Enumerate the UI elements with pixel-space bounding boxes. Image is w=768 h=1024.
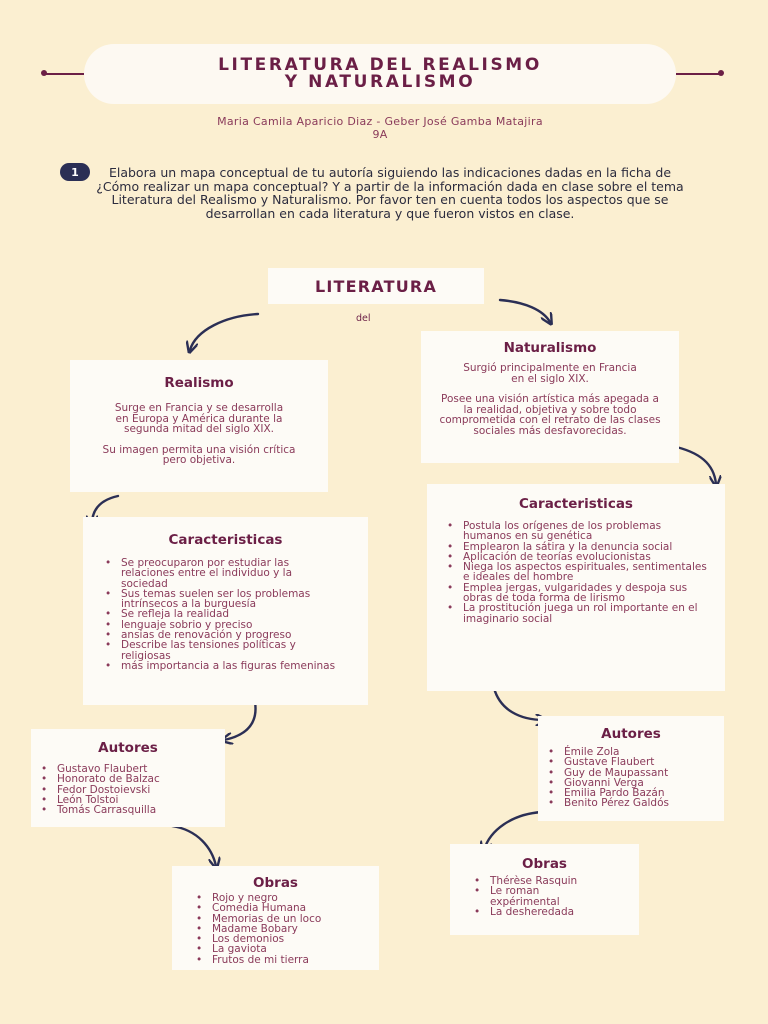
list-item: • Giovanni Verga bbox=[564, 778, 724, 788]
list-item: • Emilia Pardo Bazán bbox=[564, 788, 724, 798]
list-item: • Describe las tensiones políticas y religiosas bbox=[121, 640, 338, 661]
list-item: • Se refleja la realidad bbox=[121, 609, 338, 619]
list-item: • La gaviota bbox=[212, 944, 379, 954]
list-item: • Postula los orígenes de los problemas humanos en su genética bbox=[463, 521, 711, 542]
realismo-title: Realismo bbox=[164, 375, 234, 391]
list-item: • Tomás Carrasquilla bbox=[57, 805, 225, 815]
naturalismo-obras-list bbox=[450, 876, 639, 917]
naturalismo-obras-box bbox=[450, 844, 639, 935]
title-line-1: LITERATURA DEL REALISMO bbox=[218, 55, 542, 75]
list-item: • ansias de renovación y progreso bbox=[121, 630, 338, 640]
naturalismo-caracteristicas-title: Caracteristicas bbox=[519, 496, 633, 512]
list-item: • Comedia Humana bbox=[212, 903, 379, 913]
list-item: • Fedor Dostoievski bbox=[57, 785, 225, 795]
list-item: • Emplearon la sátira y la denuncia social bbox=[463, 542, 711, 552]
list-item: • Sus temas suelen ser los problemas intrínsecos a la burguesía bbox=[121, 589, 338, 610]
arrow-to-realismo-obras bbox=[172, 826, 216, 866]
list-item: • Benito Pérez Galdós bbox=[564, 798, 724, 808]
step-number-badge: 1 bbox=[60, 163, 90, 181]
realismo-box bbox=[70, 360, 328, 492]
naturalismo-autores-box bbox=[538, 716, 724, 821]
authors-grade: 9A bbox=[372, 128, 388, 141]
realismo-caracteristicas-box bbox=[83, 517, 368, 705]
instruction-text: Elabora un mapa conceptual de tu autoría siguiendo las indicaciones dadas en la ficha de ¿Cómo realizar un mapa conceptual? Y a partir de la información dada en clase sobre el tema Literatura del Realismo y Naturalismo. Por favor ten en cuenta todos los aspectos que se desarrollan en cada literatura y que fueron vistos en clase. bbox=[96, 165, 684, 221]
naturalismo-autores-list bbox=[538, 747, 724, 809]
list-item: • León Tolstoi bbox=[57, 795, 225, 805]
list-item: • lenguaje sobrio y preciso bbox=[121, 620, 338, 630]
list-item: • Thérèse Rasquin bbox=[490, 876, 609, 886]
root-literatura-box bbox=[268, 268, 484, 304]
arrow-to-realismo-autores bbox=[224, 702, 256, 740]
list-item: • La prostitución juega un rol importante en el imaginario social bbox=[463, 603, 711, 624]
list-item: • Emplea jergas, vulgaridades y despoja sus obras de toda forma de lirismo bbox=[463, 583, 711, 604]
list-item: • más importancia a las figuras femeninas bbox=[121, 661, 338, 671]
naturalismo-caracteristicas-box bbox=[427, 484, 725, 691]
naturalismo-obras-title: Obras bbox=[522, 856, 567, 872]
realismo-obras-box bbox=[172, 866, 379, 970]
list-item: • Madame Bobary bbox=[212, 924, 379, 934]
list-item: • Émile Zola bbox=[564, 747, 724, 757]
naturalismo-box bbox=[421, 331, 679, 463]
list-item: • Se preocuparon por estudiar las relaciones entre el individuo y la sociedad bbox=[121, 558, 338, 589]
list-item: • Aplicación de teorías evolucionistas bbox=[463, 552, 711, 562]
naturalismo-vision-text: Posee una visión artística más apegada a la realidad, objetiva y sobre todo comprometida con el retrato de las clases sociales más desfavorecidas. bbox=[439, 393, 661, 437]
arrow-to-naturalismo-autores bbox=[494, 688, 544, 720]
realismo-autores-title: Autores bbox=[98, 740, 158, 756]
realismo-obras-title: Obras bbox=[253, 875, 298, 891]
realismo-autores-list bbox=[31, 764, 225, 815]
naturalismo-title: Naturalismo bbox=[503, 340, 597, 356]
list-item: • Gustave Flaubert bbox=[564, 757, 724, 767]
realismo-caracteristicas-list bbox=[83, 558, 368, 671]
list-item: • Memorias de un loco bbox=[212, 914, 379, 924]
list-item: • La desheredada bbox=[490, 907, 609, 917]
title-line-2: Y NATURALISMO bbox=[284, 72, 476, 92]
list-item: • Gustavo Flaubert bbox=[57, 764, 225, 774]
list-item: • Rojo y negro bbox=[212, 893, 379, 903]
arrow-to-naturalismo bbox=[500, 300, 550, 322]
list-item: • Niega los aspectos espirituales, sentimentales e ideales del hombre bbox=[463, 562, 711, 583]
list-item: • Le roman expérimental bbox=[490, 886, 609, 907]
list-item: • Frutos de mi tierra bbox=[212, 955, 379, 965]
naturalismo-autores-title: Autores bbox=[601, 726, 661, 742]
naturalismo-origin-text: Surgió principalmente en Francia en el siglo XIX. bbox=[463, 362, 637, 385]
realismo-origin-text: Surge en Francia y se desarrolla en Europa y América durante la segunda mitad del siglo XIX. bbox=[114, 402, 284, 435]
realismo-caracteristicas-title: Caracteristicas bbox=[168, 532, 283, 548]
authors-names: Maria Camila Aparicio Diaz - Geber José Gamba Matajira bbox=[217, 115, 543, 128]
list-item: • Honorato de Balzac bbox=[57, 774, 225, 784]
realismo-vision-text: Su imagen permita una visión crítica pero objetiva. bbox=[102, 443, 296, 466]
arrow-to-realismo bbox=[190, 314, 258, 350]
realismo-obras-list bbox=[172, 893, 379, 965]
naturalismo-caracteristicas-list bbox=[427, 521, 725, 624]
realismo-autores-box bbox=[31, 729, 225, 827]
list-item: • Los demonios bbox=[212, 934, 379, 944]
connector-del-label: del bbox=[356, 313, 371, 324]
list-item: • Guy de Maupassant bbox=[564, 768, 724, 778]
root-literatura-label: LITERATURA bbox=[314, 276, 438, 296]
